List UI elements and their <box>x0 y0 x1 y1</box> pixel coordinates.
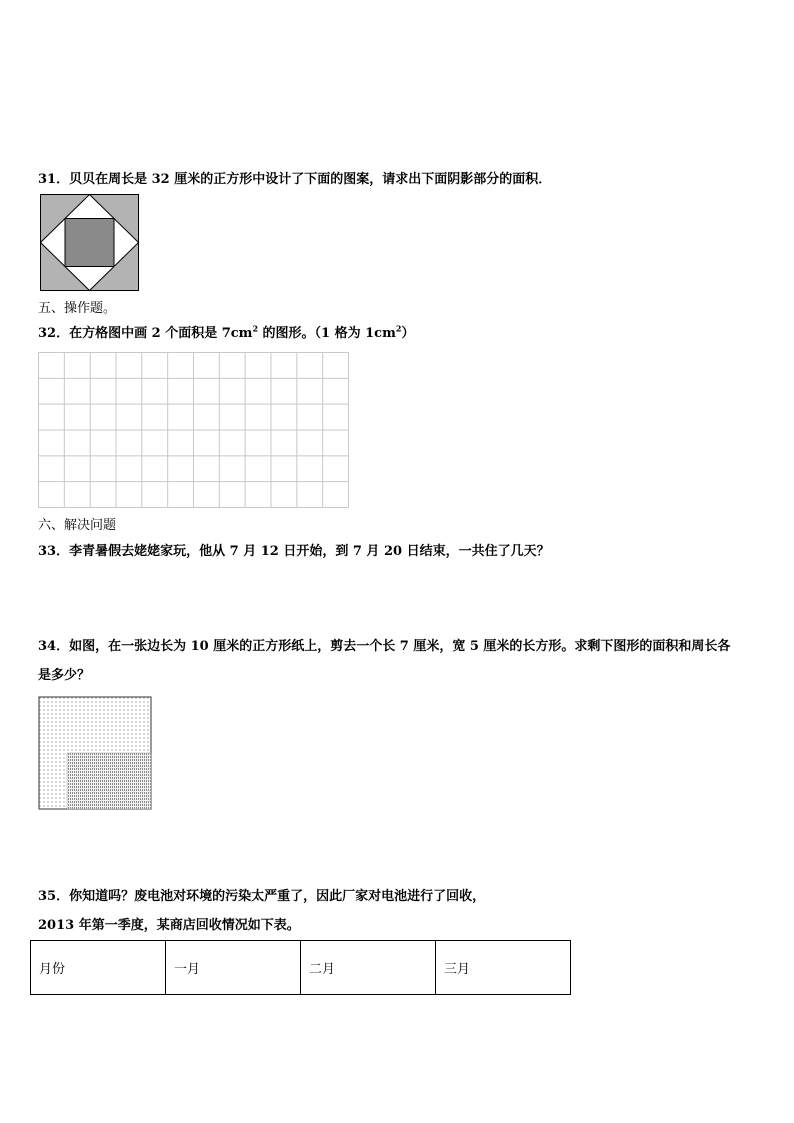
square-grid[interactable] <box>38 352 349 508</box>
question-33 <box>38 540 550 559</box>
table-header-cell: 二月 <box>301 941 436 995</box>
table-header-row <box>31 941 571 995</box>
question-32-text-after: ） <box>401 326 415 341</box>
question-34-text-line-1: 如图，在一张边长为 10 厘米的正方形纸上，剪去一个长 7 厘米，宽 5 厘米的长方形。求剩下图形的面积和周长各 <box>69 639 731 654</box>
inner-shaded-square <box>65 219 114 267</box>
cut-rectangle <box>67 753 151 809</box>
question-32-sup-1: 2 <box>252 323 259 334</box>
section-5-title: 五、操作题。 <box>38 301 117 316</box>
recycling-table <box>30 940 571 995</box>
question-34-line-2: 是多少？ <box>38 668 91 683</box>
square-pattern-figure <box>40 194 140 292</box>
question-32-sup-2: 2 <box>395 323 402 334</box>
question-35-number: 35． <box>38 889 70 904</box>
section-6-title: 六、解决问题 <box>38 518 117 533</box>
question-31-number: 31． <box>38 172 70 187</box>
question-32-text-before: 在方格图中画 2 个面积是 7cm <box>69 326 253 341</box>
question-35 <box>38 885 485 904</box>
question-35-text-line-1: 你知道吗？废电池对环境的污染太严重了，因此厂家对电池进行了回收， <box>69 889 486 904</box>
question-32-text-middle: 的图形。（1 格为 1cm <box>258 326 396 341</box>
cut-square-figure <box>38 696 152 810</box>
question-33-text: 李青暑假去姥姥家玩，他从 7 月 12 日开始，到 7 月 20 日结束，一共住了几天？ <box>69 544 550 559</box>
question-35-line-2: 2013 年第一季度，某商店回收情况如下表。 <box>38 918 300 933</box>
question-34-number: 34． <box>38 639 70 654</box>
question-31 <box>38 168 551 187</box>
question-31-text: 贝贝在周长是 32 厘米的正方形中设计了下面的图案，请求出下面阴影部分的面积． <box>69 172 552 187</box>
question-34 <box>38 635 730 654</box>
table-header-cell: 三月 <box>436 941 571 995</box>
question-33-number: 33． <box>38 544 70 559</box>
table-header-cell: 一月 <box>166 941 301 995</box>
table-header-cell: 月份 <box>31 941 166 995</box>
question-32 <box>38 322 414 341</box>
question-32-number: 32． <box>38 326 70 341</box>
